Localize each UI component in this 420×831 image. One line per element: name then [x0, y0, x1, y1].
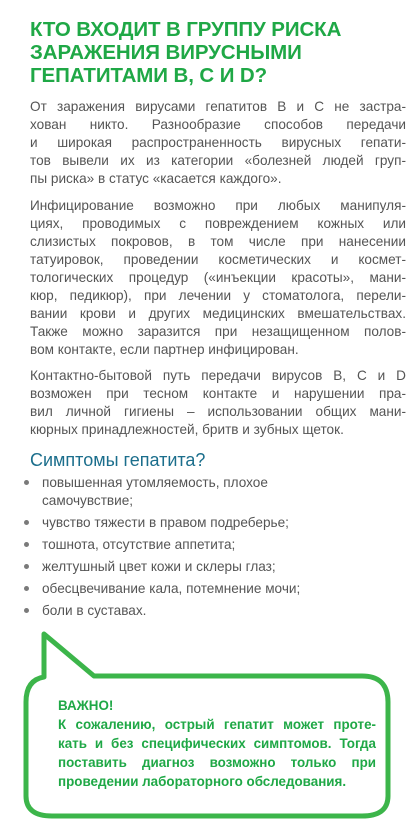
paragraph-household-transmission [30, 367, 406, 439]
list-item [22, 558, 402, 576]
paragraph-line: и широкая распространенность вирусных гепати- [30, 135, 406, 150]
callout-line: проведении лабораторного обследования. [58, 774, 347, 789]
callout-heading: ВАЖНО! [58, 698, 114, 713]
symptoms-list [22, 474, 402, 624]
list-item-text: тошнота, отсутствие аппетита; [42, 537, 236, 552]
bullet-icon [24, 564, 29, 569]
paragraph-line: Инфицирование возможно при любых манипуля- [30, 198, 406, 213]
list-item-text: обесцвечивание кала, потемнение мочи; [42, 581, 301, 596]
list-item-text: самочувствие; [42, 493, 134, 508]
list-item [22, 474, 402, 510]
paragraph-line: вил личной гигиены – использовании общих мани- [30, 404, 406, 419]
bullet-icon [24, 608, 29, 613]
paragraph-line: вании крови и других медицинских вмешательствах. [30, 306, 406, 321]
paragraph-line: хован никто. Разнообразие способов передачи [30, 117, 406, 132]
paragraph-risk-intro [30, 98, 406, 188]
paragraph-line: пы риска» в статус «касается каждого». [30, 171, 282, 186]
paragraph-line: кюрных принадлежностей, бритв и зубных щеток. [30, 422, 344, 437]
callout-line: К сожалению, острый гепатит может проте- [58, 717, 376, 732]
paragraph-line: слизистых покровов, в том числе при нанесении [30, 234, 406, 249]
callout-line: кать и без специфических симптомов. Тогда [58, 736, 376, 751]
paragraph-line: Также можно заразится при незащищенном полов- [30, 324, 406, 339]
page-title [30, 18, 400, 87]
list-item-text: чувство тяжести в правом подреберье; [42, 515, 289, 530]
title-line: ГЕПАТИТАМИ В, С И D? [30, 64, 268, 87]
paragraph-line: кюр, педикюр), при лечении у стоматолога, перели- [30, 288, 406, 303]
title-line: ЗАРАЖЕНИЯ ВИРУСНЫМИ [30, 41, 302, 64]
bullet-icon [24, 480, 29, 485]
bullet-icon [24, 542, 29, 547]
list-item-text: желтушный цвет кожи и склеры глаз; [42, 559, 276, 574]
paragraph-line: вом контакте, если партнер инфицирован. [30, 342, 299, 357]
paragraph-infection-ways [30, 197, 406, 359]
list-item-text: повышенная утомляемость, плохое [42, 475, 268, 490]
list-item-text: боли в суставах. [42, 603, 147, 618]
list-item [22, 536, 402, 554]
paragraph-line: циях, проводимых с повреждением кожных или [30, 216, 406, 231]
important-callout [0, 620, 420, 831]
title-line: КТО ВХОДИТ В ГРУППУ РИСКА [30, 18, 342, 41]
list-item [22, 514, 402, 532]
paragraph-line: тологических процедур («инъекции красоты», мани- [30, 270, 406, 285]
paragraph-line: возможен при тесном контакте и нарушении пра- [30, 386, 406, 401]
paragraph-line: Контактно-бытовой путь передачи вирусов В, С и D [30, 368, 406, 383]
callout-line: поставить диагноз возможно только при [58, 755, 376, 770]
paragraph-line: татуировок, проведении косметических и космет- [30, 252, 406, 267]
symptoms-heading: Симптомы гепатита? [30, 450, 206, 470]
bullet-icon [24, 586, 29, 591]
list-item [22, 580, 402, 598]
paragraph-line: тов вывели их из категории «болезней людей груп- [30, 153, 406, 168]
list-item [22, 602, 402, 620]
bullet-icon [24, 520, 29, 525]
callout-text [58, 696, 376, 791]
paragraph-line: От заражения вирусами гепатитов В и С не застра- [30, 99, 406, 114]
